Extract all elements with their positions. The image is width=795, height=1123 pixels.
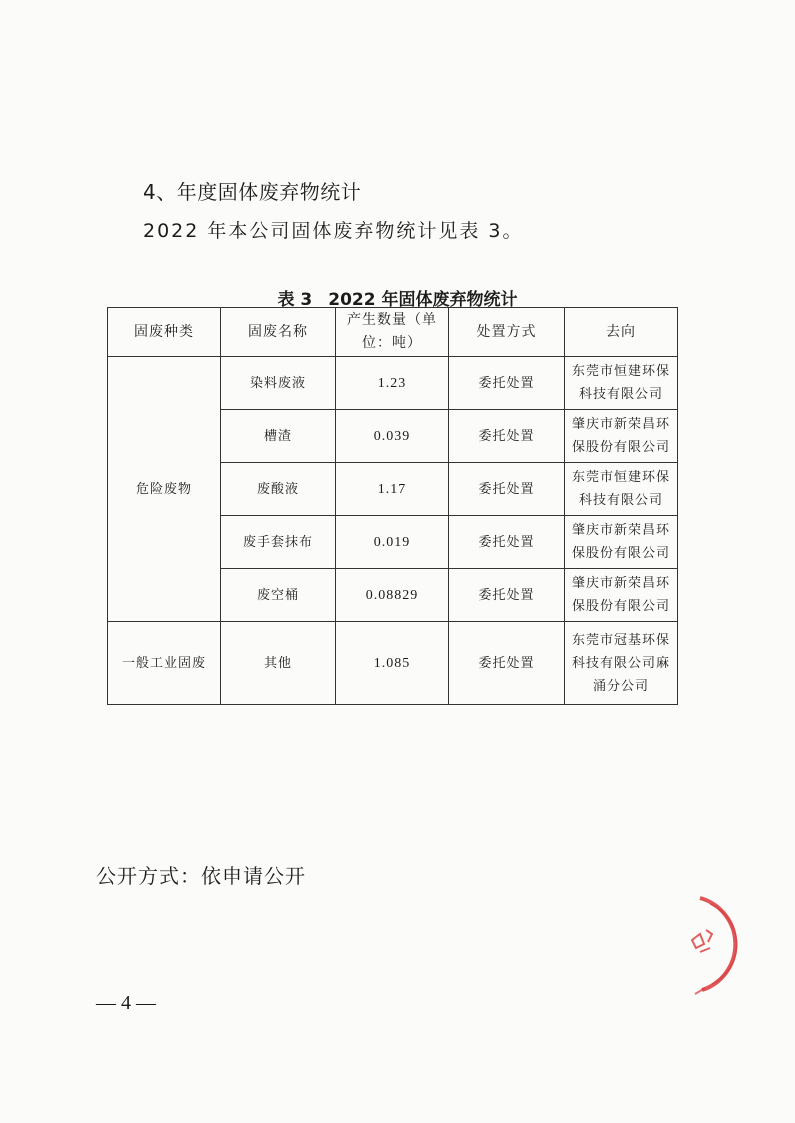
waste-statistics-table	[107, 307, 678, 705]
waste-name-cell: 槽渣	[221, 410, 336, 463]
header-quantity: 产生数量（单位：吨）	[336, 308, 449, 357]
destination-cell: 肇庆市新荣昌环保股份有限公司	[565, 516, 678, 569]
category-cell: 一般工业固废	[108, 622, 221, 705]
waste-name-cell: 废酸液	[221, 463, 336, 516]
header-name: 固废名称	[221, 308, 336, 357]
waste-name-cell: 染料废液	[221, 357, 336, 410]
quantity-cell: 0.039	[336, 410, 449, 463]
destination-cell: 肇庆市新荣昌环保股份有限公司	[565, 569, 678, 622]
quantity-cell: 1.23	[336, 357, 449, 410]
section-heading: 4、年度固体废弃物统计	[143, 180, 362, 204]
header-category: 固废种类	[108, 308, 221, 357]
table-caption-number: 表 3	[277, 290, 313, 310]
waste-name-cell: 废手套抹布	[221, 516, 336, 569]
destination-cell: 东莞市冠基环保科技有限公司麻涌分公司	[565, 622, 678, 705]
intro-paragraph: 2022 年本公司固体废弃物统计见表 3。	[143, 220, 524, 242]
category-cell: 危险废物	[108, 357, 221, 622]
method-cell: 委托处置	[449, 569, 565, 622]
table-row	[108, 622, 678, 705]
method-cell: 委托处置	[449, 463, 565, 516]
quantity-cell: 0.019	[336, 516, 449, 569]
page-number: — 4 —	[96, 992, 156, 1014]
quantity-cell: 0.08829	[336, 569, 449, 622]
waste-name-cell: 废空桶	[221, 569, 336, 622]
table-row	[108, 357, 678, 410]
header-destination: 去向	[565, 308, 678, 357]
method-cell: 委托处置	[449, 357, 565, 410]
table-header-row	[108, 308, 678, 357]
waste-name-cell: 其他	[221, 622, 336, 705]
destination-cell: 东莞市恒建环保科技有限公司	[565, 463, 678, 516]
disclosure-note: 公开方式：依申请公开	[96, 864, 306, 888]
method-cell: 委托处置	[449, 516, 565, 569]
quantity-cell: 1.17	[336, 463, 449, 516]
destination-cell: 肇庆市新荣昌环保股份有限公司	[565, 410, 678, 463]
method-cell: 委托处置	[449, 410, 565, 463]
company-seal-stamp	[640, 890, 750, 1000]
table-caption-title: 2022 年固体废弃物统计	[328, 290, 518, 310]
destination-cell: 东莞市恒建环保科技有限公司	[565, 357, 678, 410]
quantity-cell: 1.085	[336, 622, 449, 705]
method-cell: 委托处置	[449, 622, 565, 705]
header-method: 处置方式	[449, 308, 565, 357]
